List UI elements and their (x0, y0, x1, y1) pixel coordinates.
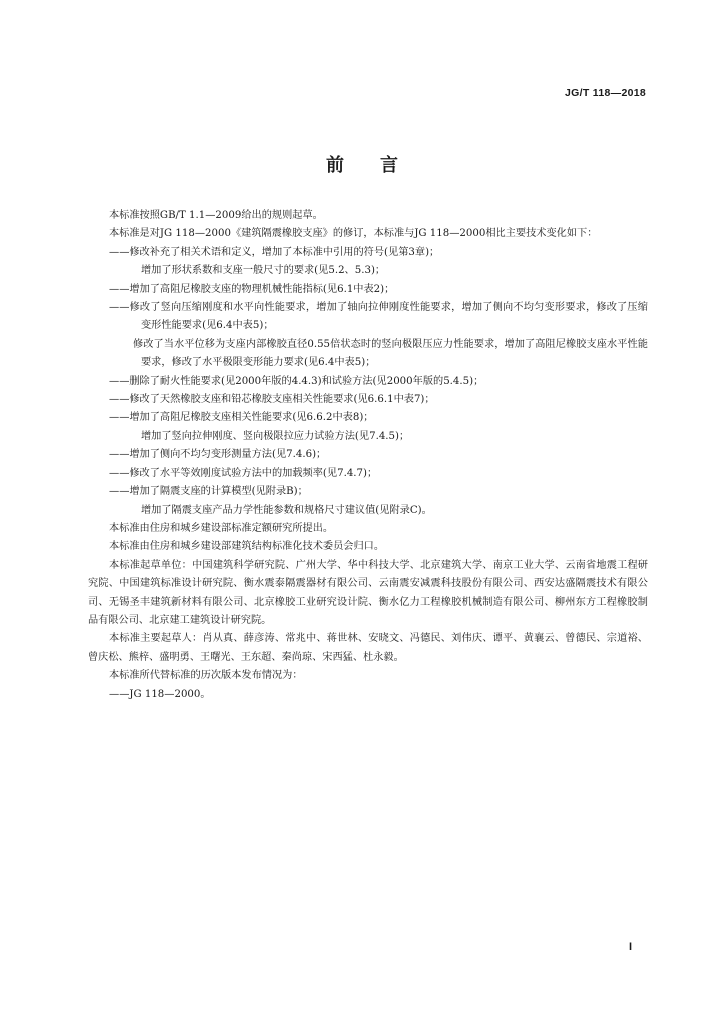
change-item: ——修改了水平等效刚度试验方法中的加载频率(见7.4.7)； (109, 467, 378, 479)
change-item: 修改了当水平位移为支座内部橡胶直径0.55倍状态时的竖向极限压应力性能要求，增加了高阻尼橡胶支座水平性能要求，修改了水平极限变形能力要求(见6.4中表5)； (133, 338, 648, 369)
change-item: ——删除了耐火性能要求(见2000年版的4.4.3)和试验方法(见2000年版的5.4.5)； (109, 375, 484, 387)
change-item: 增加了隔震支座产品力学性能参数和规格尺寸建议值(见附录C)。 (141, 504, 432, 516)
change-item: 增加了形状系数和支座一般尺寸的要求(见5.2、5.3)； (141, 265, 386, 277)
change-item: ——修改了竖向压缩刚度和水平向性能要求，增加了轴向拉伸刚度性能要求，增加了侧向不均匀变形要求，修改了压缩变形性能要求(见6.4中表5)； (109, 302, 648, 332)
paragraph: 本标准按照GB/T 1.1—2009给出的规则起草。 (109, 210, 323, 221)
standard-code: JG/T 118—2018 (565, 87, 646, 99)
page-title: 前言 (326, 155, 434, 176)
paragraph: 本标准由住房和城乡建设部标准定额研究所提出。 (109, 522, 334, 534)
drafters: 本标准主要起草人：肖从真、薛彦涛、常兆中、蒋世林、安晓文、冯德民、刘伟庆、谭平、黄襄云、曾德民、宗道裕、曾庆松、熊梓、盛明勇、王曙光、王东超、秦尚琼、宋西猛、杜永毅。 (88, 633, 648, 663)
change-item: ——增加了高阻尼橡胶支座相关性能要求(见6.6.2中表8)； (109, 412, 374, 424)
paragraph: 本标准所代替标准的历次版本发布情况为： (109, 670, 303, 682)
paragraph: 本标准是对JG 118—2000《建筑隔震橡胶支座》的修订，本标准与JG 118—2000相比主要技术变化如下： (109, 228, 598, 240)
change-item: ——修改了天然橡胶支座和铅芯橡胶支座相关性能要求(见6.6.1中表7)； (109, 394, 435, 406)
foreword-body (88, 207, 648, 704)
change-item: ——增加了高阻尼橡胶支座的物理机械性能指标(见6.1中表2)； (109, 283, 395, 295)
page-number: I (628, 941, 632, 953)
previous-edition: ——JG 118—2000。 (109, 688, 211, 700)
paragraph: 本标准由住房和城乡建设部建筑结构标准化技术委员会归口。 (109, 541, 385, 553)
change-item: ——修改补充了相关术语和定义，增加了本标准中引用的符号(见第3章)； (109, 246, 440, 258)
change-item: ——增加了隔震支座的计算模型(见附录B)； (109, 486, 308, 498)
change-item: ——增加了侧向不均匀变形测量方法(见7.4.6)； (109, 449, 327, 461)
change-item: 增加了竖向拉伸刚度、竖向极限拉应力试验方法(见7.4.5)； (141, 430, 410, 442)
drafting-units: 本标准起草单位：中国建筑科学研究院、广州大学、华中科技大学、北京建筑大学、南京工业大学、云南省地震工程研究院、中国建筑标准设计研究院、衡水震泰隔震器材有限公司、云南震安减震科技股份有限公司、西安达盛隔震技术有限公司、无锡圣丰建筑新材料有限公司、北京橡胶工业研究设计院、衡水亿力工程橡胶机械制造有限公司、柳州东方工程橡胶制品有限公司、北京建工建筑设计研究院。 (88, 559, 648, 626)
